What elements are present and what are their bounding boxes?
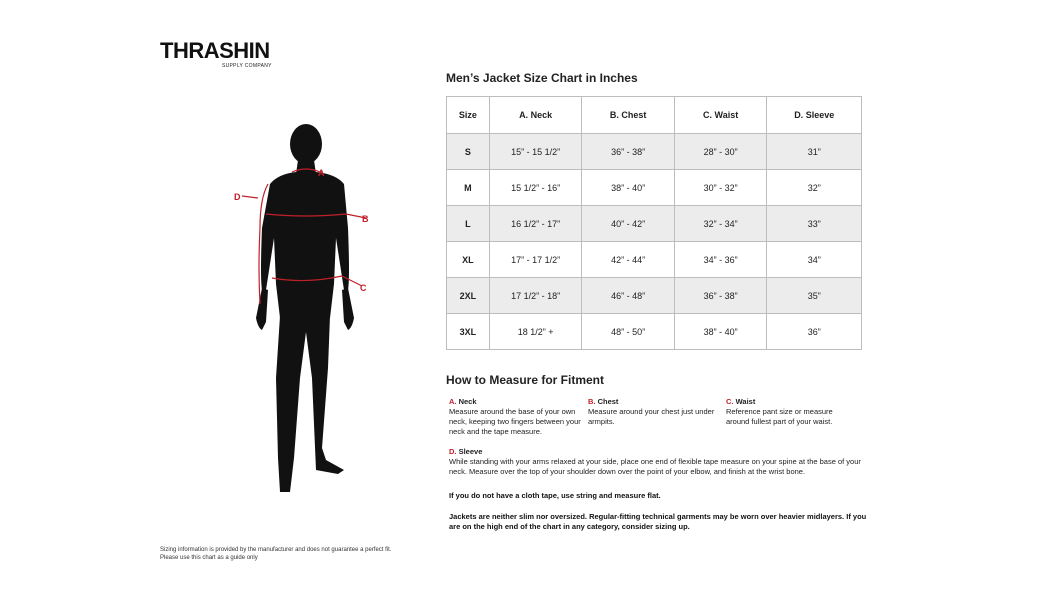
tip-sleeve-letter: D. — [449, 447, 457, 456]
cell-sleeve: 31” — [767, 134, 862, 170]
tip-waist — [726, 397, 856, 427]
label-a: A — [318, 168, 325, 178]
cell-waist: 36” - 38” — [674, 278, 767, 314]
cell-neck: 15 1/2” - 16” — [489, 170, 582, 206]
header-neck: A. Neck — [489, 97, 582, 134]
cell-size: S — [447, 134, 490, 170]
table-row — [447, 242, 862, 278]
brand-name: THRASHIN — [160, 38, 270, 63]
tip-waist-letter: C. — [726, 397, 734, 406]
tip-chest-letter: B. — [588, 397, 596, 406]
cell-chest: 40” - 42” — [582, 206, 675, 242]
cell-neck: 17 1/2” - 18” — [489, 278, 582, 314]
tip-neck — [449, 397, 584, 437]
cell-chest: 38” - 40” — [582, 170, 675, 206]
brand-tagline: SUPPLY COMPANY — [222, 63, 272, 69]
header-size: Size — [447, 97, 490, 134]
cell-size: 3XL — [447, 314, 490, 350]
disclaimer-line-2: Please use this chart as a guide only — [160, 555, 258, 561]
cell-sleeve: 32” — [767, 170, 862, 206]
cell-chest: 46” - 48” — [582, 278, 675, 314]
tip-sleeve — [449, 447, 869, 477]
cell-neck: 18 1/2” + — [489, 314, 582, 350]
tip-chest-head: Chest — [597, 397, 619, 406]
cell-sleeve: 33” — [767, 206, 862, 242]
cell-waist: 38” - 40” — [674, 314, 767, 350]
header-sleeve: D. Sleeve — [767, 97, 862, 134]
cell-neck: 15” - 15 1/2” — [489, 134, 582, 170]
cell-chest: 42” - 44” — [582, 242, 675, 278]
cell-neck: 17” - 17 1/2” — [489, 242, 582, 278]
header-chest: B. Chest — [582, 97, 675, 134]
size-chart-table — [446, 96, 862, 350]
label-b: B — [362, 214, 369, 224]
note-cloth-tape: If you do not have a cloth tape, use string and measure flat. — [449, 491, 661, 500]
cell-size: L — [447, 206, 490, 242]
table-header-row — [447, 97, 862, 134]
label-c: C — [360, 283, 367, 293]
cell-size: XL — [447, 242, 490, 278]
cell-neck: 16 1/2” - 17” — [489, 206, 582, 242]
table-row — [447, 314, 862, 350]
cell-chest: 48” - 50” — [582, 314, 675, 350]
tip-neck-text: Measure around the base of your own neck, keeping two fingers between your neck and the tape measure. — [449, 407, 581, 436]
note-fit: Jackets are neither slim nor oversized. Regular-fitting technical garments may be worn over heavier midlayers. If you are on the high end of the chart in any category, consider sizing up. — [449, 512, 867, 531]
cell-waist: 30” - 32” — [674, 170, 767, 206]
body-figure — [230, 118, 390, 498]
body-silhouette-icon — [230, 118, 390, 498]
cell-waist: 32” - 34” — [674, 206, 767, 242]
table-row — [447, 278, 862, 314]
tip-chest-text: Measure around your chest just under armpits. — [588, 407, 715, 426]
size-chart-title: Men’s Jacket Size Chart in Inches — [446, 71, 638, 85]
cell-sleeve: 36” — [767, 314, 862, 350]
cell-waist: 34” - 36” — [674, 242, 767, 278]
table-row — [447, 134, 862, 170]
brand-logo — [160, 40, 280, 74]
table-row — [447, 170, 862, 206]
disclaimer-line-1: Sizing information is provided by the manufacturer and does not guarantee a perfect fit. — [160, 547, 392, 553]
disclaimer — [160, 546, 391, 562]
cell-size: 2XL — [447, 278, 490, 314]
header-waist: C. Waist — [674, 97, 767, 134]
tip-waist-head: Waist — [735, 397, 756, 406]
cell-size: M — [447, 170, 490, 206]
tip-neck-head: Neck — [458, 397, 477, 406]
cell-chest: 36” - 38” — [582, 134, 675, 170]
table-row — [447, 206, 862, 242]
tip-sleeve-head: Sleeve — [458, 447, 483, 456]
tip-sleeve-text: While standing with your arms relaxed at your side, place one end of flexible tape measure on your spine at the base of your neck. Measure over the top of your shoulder down over the point of your elbow, and finish at the wrist bone. — [449, 457, 861, 476]
tip-waist-text: Reference pant size or measure around fullest part of your waist. — [726, 407, 833, 426]
howto-title: How to Measure for Fitment — [446, 373, 605, 387]
tip-chest — [588, 397, 718, 427]
cell-waist: 28” - 30” — [674, 134, 767, 170]
tip-neck-letter: A. — [449, 397, 457, 406]
cell-sleeve: 34” — [767, 242, 862, 278]
cell-sleeve: 35” — [767, 278, 862, 314]
label-d: D — [234, 192, 241, 202]
